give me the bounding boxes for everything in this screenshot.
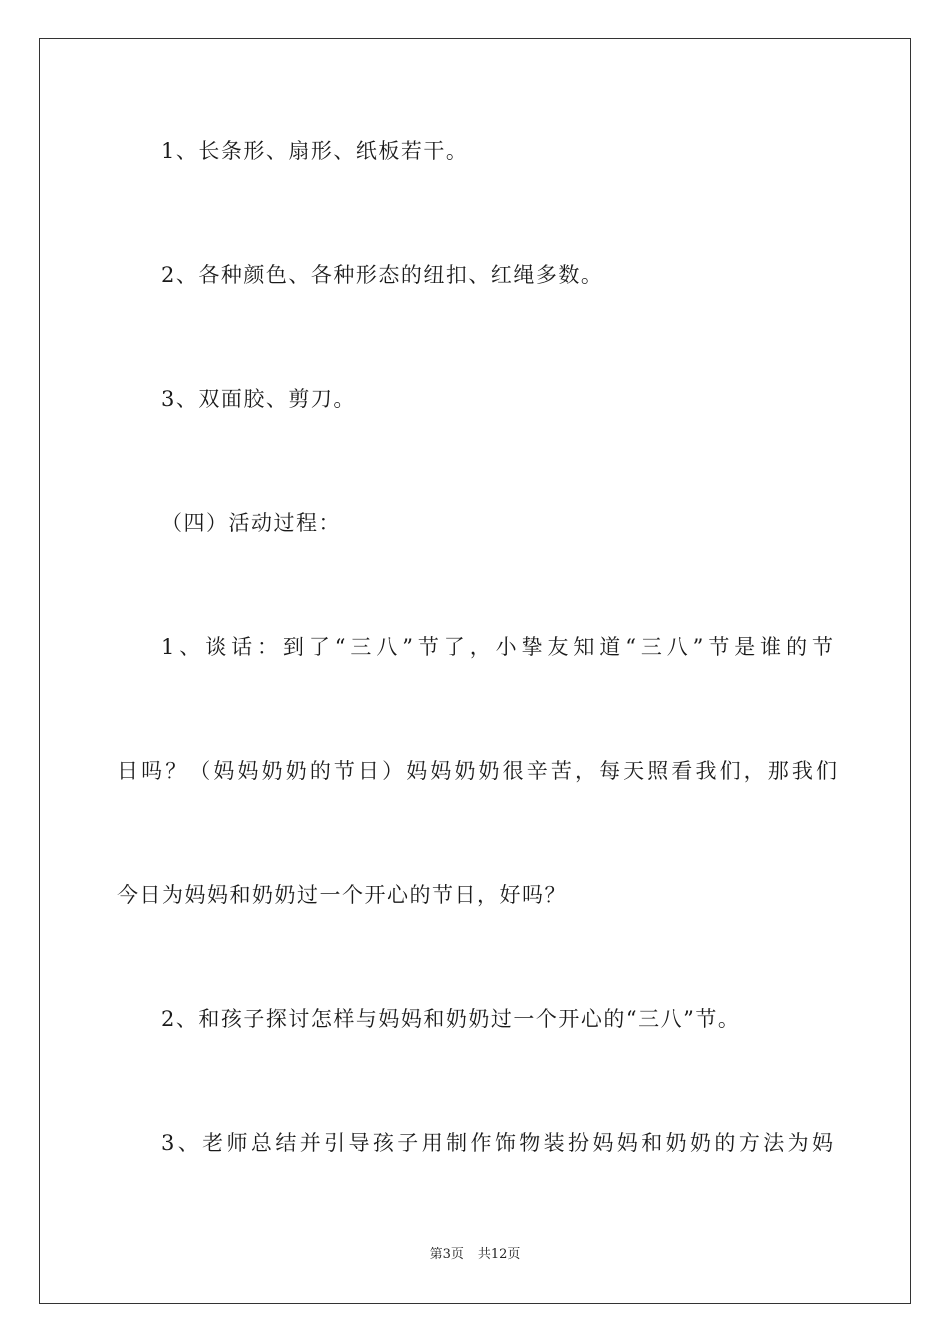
- material-item-3: 3、双面胶、剪刀。: [161, 387, 356, 411]
- material-item-2: 2、各种颜色、各种形态的纽扣、红绳多数。: [161, 263, 604, 287]
- page-footer: [0, 1247, 950, 1263]
- paragraph-3-line-1: 3、老师总结并引导孩子用制作饰物装扮妈妈和奶奶的方法为妈: [161, 1131, 833, 1155]
- section-heading-activity-process: （四）活动过程：: [161, 511, 341, 535]
- page-border: [39, 38, 911, 1304]
- paragraph-1-line-2: 日吗？（妈妈奶奶的节日）妈妈奶奶很辛苦，每天照看我们，那我们: [117, 759, 837, 783]
- page-number: 第3页: [429, 1247, 464, 1262]
- paragraph-1-line-1: 1、谈话：到了“三八”节了，小挚友知道“三八”节是谁的节: [161, 635, 833, 659]
- paragraph-2: 2、和孩子探讨怎样与妈妈和奶奶过一个开心的“三八”节。: [161, 1007, 741, 1031]
- page-total: 共12页: [477, 1247, 521, 1262]
- paragraph-1-line-3: 今日为妈妈和奶奶过一个开心的节日，好吗？: [117, 883, 567, 907]
- material-item-1: 1、长条形、扇形、纸板若干。: [161, 139, 469, 163]
